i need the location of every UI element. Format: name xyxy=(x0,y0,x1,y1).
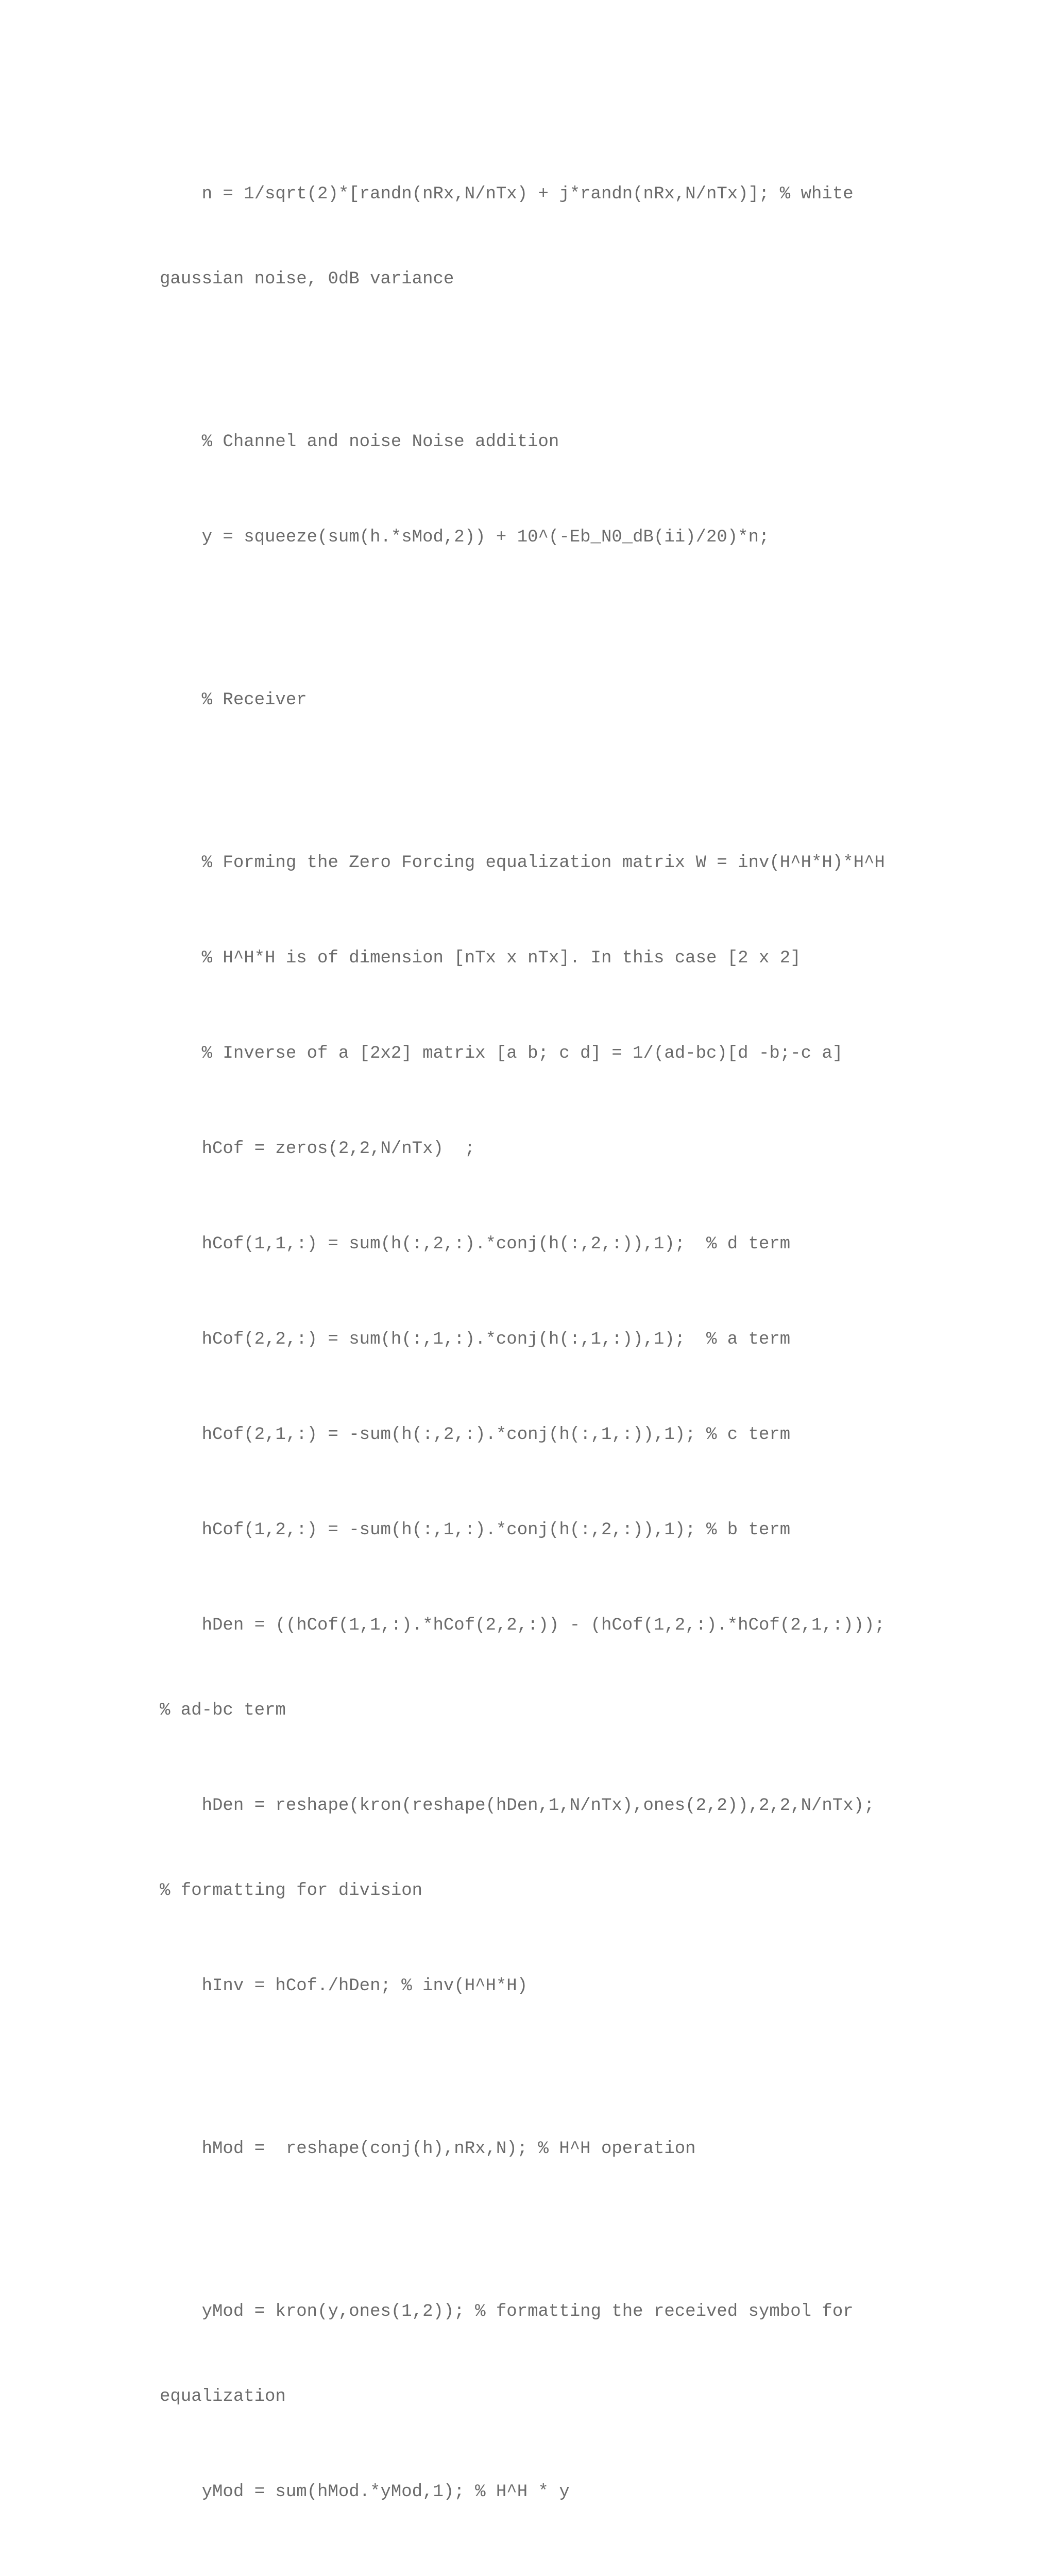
code-line: hCof(2,2,:) = sum(h(:,1,:).*conj(h(:,1,:)),1); % a term xyxy=(160,1330,791,1349)
code-line: yMod = kron(y,ones(1,2)); % formatting the received symbol for xyxy=(160,2302,854,2321)
code-comment: % Forming the Zero Forcing equalization matrix W = inv(H^H*H)*H^H xyxy=(160,853,885,873)
code-line: hCof(2,1,:) = -sum(h(:,2,:).*conj(h(:,1,:)),1); % c term xyxy=(160,1425,791,1445)
code-line: % formatting for division xyxy=(160,1881,423,1901)
code-line: hCof(1,1,:) = sum(h(:,2,:).*conj(h(:,2,:)),1); % d term xyxy=(160,1234,791,1254)
code-line: hDen = ((hCof(1,1,:).*hCof(2,2,:)) - (hCof(1,2,:).*hCof(2,1,:))); xyxy=(160,1616,885,1635)
code-line: hDen = reshape(kron(reshape(hDen,1,N/nTx),ones(2,2)),2,2,N/nTx); xyxy=(160,1796,875,1816)
code-comment: % Inverse of a [2x2] matrix [a b; c d] = 1/(ad-bc)[d -b;-c a] xyxy=(160,1044,843,1063)
code-line: y = squeeze(sum(h.*sMod,2)) + 10^(-Eb_N0_dB(ii)/20)*n; xyxy=(160,528,770,547)
code-block xyxy=(160,124,907,2576)
code-line: hCof(1,2,:) = -sum(h(:,1,:).*conj(h(:,2,:)),1); % b term xyxy=(160,1520,791,1540)
code-line: hCof = zeros(2,2,N/nTx) ; xyxy=(160,1139,475,1159)
code-line: n = 1/sqrt(2)*[randn(nRx,N/nTx) + j*randn(nRx,N/nTx)]; % white xyxy=(160,184,854,204)
code-comment: % Channel and noise Noise addition xyxy=(160,432,559,452)
code-line: hMod = reshape(conj(h),nRx,N); % H^H operation xyxy=(160,2139,696,2159)
code-line xyxy=(160,2573,907,2576)
code-line: hInv = hCof./hDen; % inv(H^H*H) xyxy=(160,1976,528,1996)
code-comment: % Receiver xyxy=(160,690,307,710)
code-comment: % H^H*H is of dimension [nTx x nTx]. In this case [2 x 2] xyxy=(160,948,801,968)
code-line: equalization xyxy=(160,2387,286,2406)
code-line: yMod = sum(hMod.*yMod,1); % H^H * y xyxy=(160,2482,570,2502)
code-line: % ad-bc term xyxy=(160,1701,286,1720)
code-line: gaussian noise, 0dB variance xyxy=(160,269,454,289)
